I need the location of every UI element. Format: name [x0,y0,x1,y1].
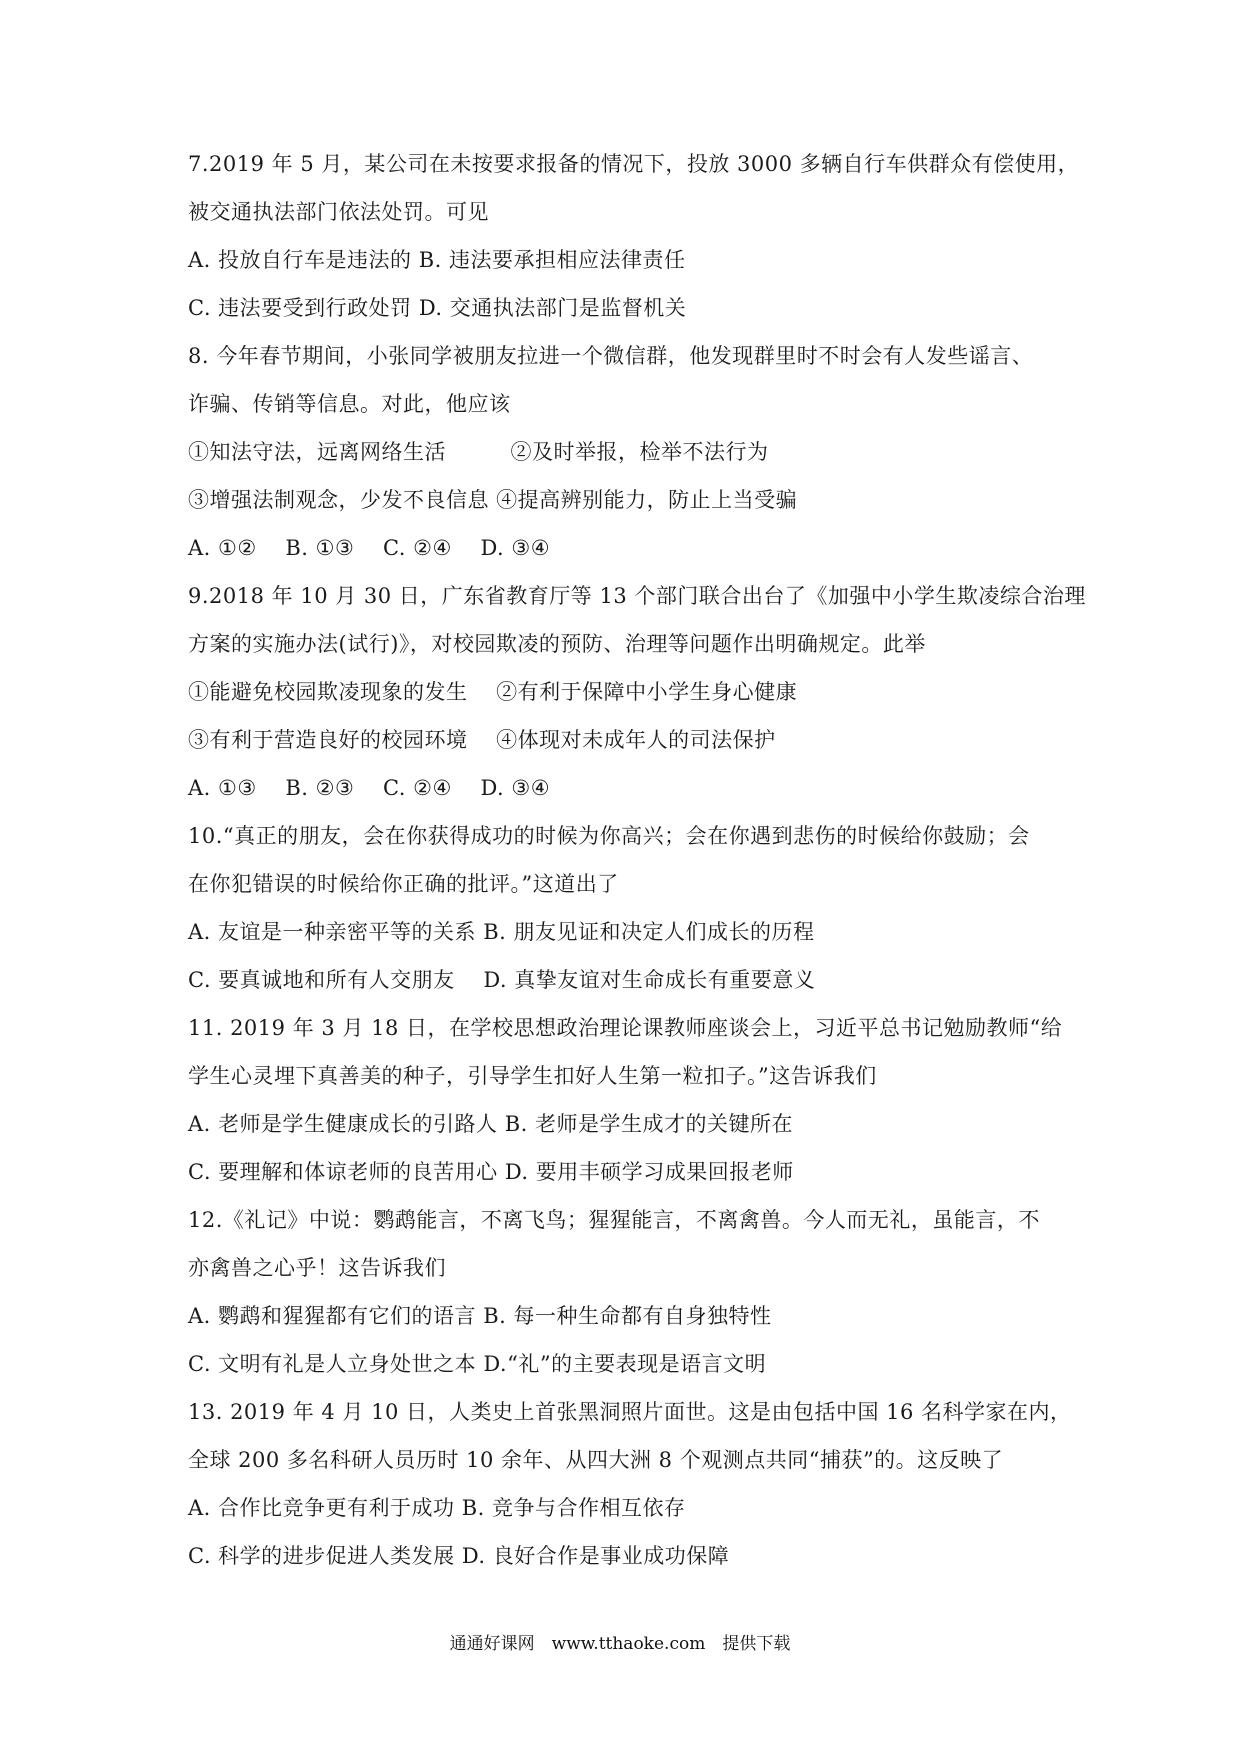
question-9 [188,582,1086,802]
option-line: C. 要真诚地和所有人交朋友 D. 真挚友谊对生命成长有重要意义 [188,968,816,992]
question-10 [188,822,1068,994]
page-footer: 通通好课网 www.tthaoke.com 提供下载 [449,1634,791,1654]
question-stem-line: 全球 200 多名科研人员历时 10 余年、从四大洲 8 个观测点共同“捕获”的。这反映了 [188,1448,1004,1472]
question-list [188,150,1086,1590]
option-line: C. 要理解和体谅老师的良苦用心 D. 要用丰硕学习成果回报老师 [188,1160,794,1184]
question-stem-line: 9.2018 年 10 月 30 日，广东省教育厅等 13 个部门联合出台了《加强中小学生欺凌综合治理 [188,584,1086,608]
option-line: A. ①③ B. ②③ C. ②④ D. ③④ [188,776,551,800]
option-line: C. 文明有礼是人立身处世之本 D.“礼”的主要表现是语言文明 [188,1352,767,1376]
question-stem-line: 13. 2019 年 4 月 10 日，人类史上首张黑洞照片面世。这是由包括中国 16 名科学家在内， [188,1400,1072,1424]
question-7 [188,150,1080,322]
question-11 [188,1014,1068,1186]
question-stem-line: 7.2019 年 5 月，某公司在未按要求报备的情况下，投放 3000 多辆自行车供群众有偿使用， [188,152,1080,176]
question-stem-line: 11. 2019 年 3 月 18 日，在学校思想政治理论课教师座谈会上，习近平总书记勉励教师“给 [188,1016,1063,1040]
option-line: A. 老师是学生健康成长的引路人 B. 老师是学生成才的关键所在 [188,1112,793,1136]
statement-line: ①知法守法，远离网络生活 ②及时举报，检举不法行为 [188,440,769,464]
question-stem-line: 学生心灵埋下真善美的种子，引导学生扣好人生第一粒扣子。”这告诉我们 [188,1064,877,1088]
question-12 [188,1206,1068,1378]
option-line: A. ①② B. ①③ C. ②④ D. ③④ [188,536,551,560]
question-stem-line: 亦禽兽之心乎！这告诉我们 [188,1256,446,1280]
question-stem-line: 在你犯错误的时候给你正确的批评。”这道出了 [188,872,619,896]
option-line: C. 科学的进步促进人类发展 D. 良好合作是事业成功保障 [188,1544,730,1568]
option-line: C. 违法要受到行政处罚 D. 交通执法部门是监督机关 [188,296,687,320]
question-stem-line: 10.“真正的朋友，会在你获得成功的时候为你高兴；会在你遇到悲伤的时候给你鼓励；会 [188,824,1030,848]
question-stem-line: 诈骗、传销等信息。对此，他应该 [188,392,511,416]
question-stem-line: 被交通执法部门依法处罚。可见 [188,200,489,224]
option-line: A. 投放自行车是违法的 B. 违法要承担相应法律责任 [188,248,686,272]
question-8 [188,342,1068,562]
option-line: A. 合作比竞争更有利于成功 B. 竞争与合作相互依存 [188,1496,686,1520]
statement-line: ③增强法制观念，少发不良信息 ④提高辨别能力，防止上当受骗 [188,488,798,512]
statement-line: ①能避免校园欺凌现象的发生 ②有利于保障中小学生身心健康 [188,680,798,704]
option-line: A. 鹦鹉和猩猩都有它们的语言 B. 每一种生命都有自身独特性 [188,1304,772,1328]
question-stem-line: 12.《礼记》中说：鹦鹉能言，不离飞鸟；猩猩能言，不离禽兽。今人而无礼，虽能言，不 [188,1208,1040,1232]
option-line: A. 友谊是一种亲密平等的关系 B. 朋友见证和决定人们成长的历程 [188,920,815,944]
question-13 [188,1398,1072,1570]
question-stem-line: 方案的实施办法(试行)》，对校园欺凌的预防、治理等问题作出明确规定。此举 [188,632,926,656]
question-stem-line: 8. 今年春节期间，小张同学被朋友拉进一个微信群，他发现群里时不时会有人发些谣言、 [188,344,1034,368]
statement-line: ③有利于营造良好的校园环境 ④体现对未成年人的司法保护 [188,728,776,752]
